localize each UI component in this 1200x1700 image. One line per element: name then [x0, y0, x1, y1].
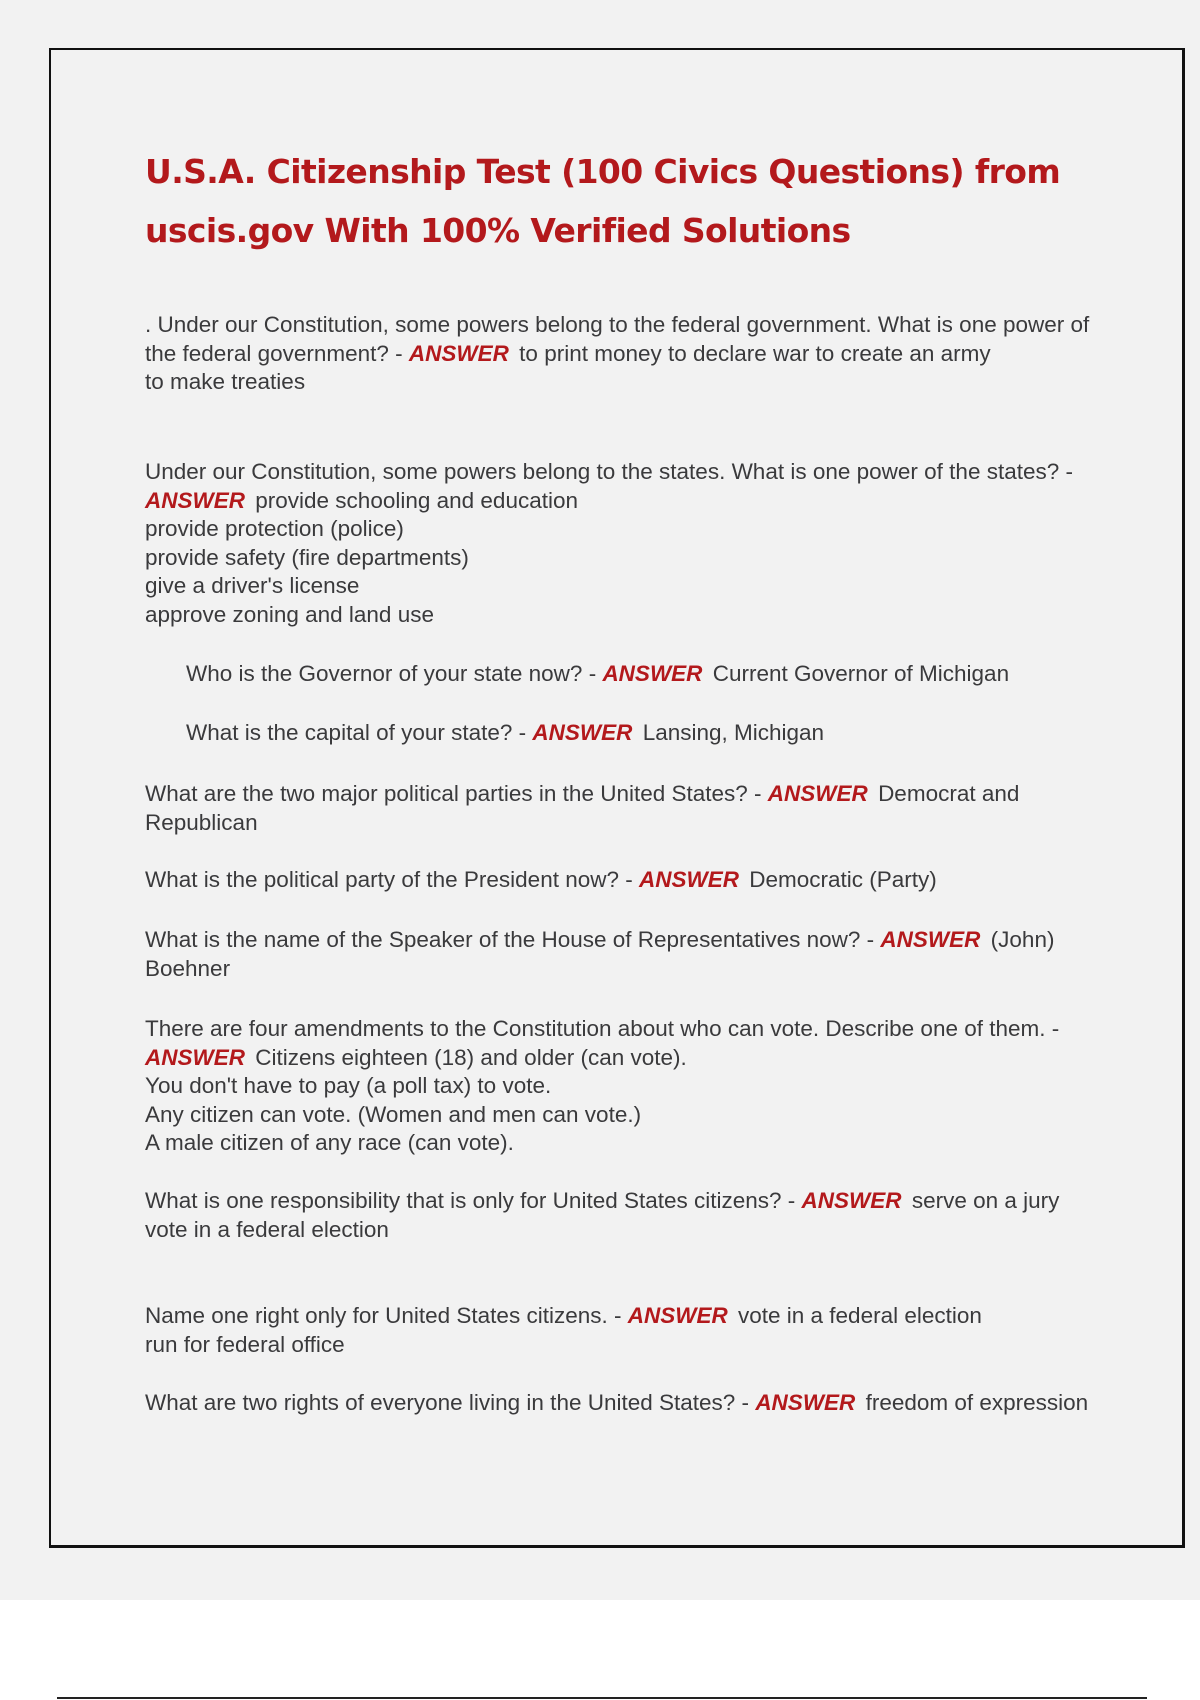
qa-item-8 [145, 1015, 1090, 1158]
answer-line: You don't have to pay (a poll tax) to vote. [145, 1073, 552, 1098]
qa-item-6 [145, 866, 1090, 895]
answer-label: ANSWER [145, 1044, 245, 1070]
question-text: What are the two major political parties in the United States? - [145, 781, 768, 806]
answer-line: provide schooling and education [255, 487, 578, 513]
question-text: What is one responsibility that is only for United States citizens? - [145, 1188, 802, 1213]
qa-item-3 [186, 660, 1090, 689]
question-text: Who is the Governor of your state now? - [186, 661, 603, 686]
answer-line: vote in a federal election [145, 1216, 389, 1242]
question-text: Name one right only for United States citizens. - [145, 1303, 628, 1328]
qa-item-11 [145, 1389, 1090, 1418]
question-text: What is the name of the Speaker of the House of Representatives now? - [145, 927, 881, 952]
answer-label: ANSWER [767, 781, 868, 806]
answer-line: A male citizen of any race (can vote). [145, 1130, 514, 1155]
answer-line: to make treaties [145, 369, 306, 394]
answer-line: (John) Boehner [145, 927, 1055, 981]
answer-line: give a driver's license [145, 573, 360, 598]
answer-label: ANSWER [880, 927, 981, 952]
question-text: What are two rights of everyone living in the United States? - [145, 1390, 756, 1415]
answer-line: Democrat and Republican [145, 781, 1020, 835]
question-text: Under our Constitution, some powers belong to the states. What is one power of the states? - [145, 459, 1073, 484]
answer-line: Democratic (Party) [749, 867, 937, 892]
answer-line: provide safety (fire departments) [145, 544, 469, 570]
answer-label: ANSWER [627, 1303, 728, 1328]
qa-item-9 [145, 1187, 1090, 1244]
answer-label: ANSWER [145, 487, 245, 513]
answer-line: serve on a jury [911, 1188, 1060, 1213]
footer-divider [57, 1697, 1147, 1699]
answer-line: Any citizen can vote. (Women and men can vote.) [145, 1101, 642, 1127]
qa-item-5 [145, 780, 1090, 837]
question-text: What is the political party of the President now? - [145, 867, 639, 892]
qa-item-4 [186, 719, 1090, 748]
answer-line: Current Governor of Michigan [712, 661, 1010, 686]
question-text: . Under our Constitution, some powers belong to the federal government. What is one power of the federal government? - [145, 312, 1090, 366]
answer-label: ANSWER [755, 1390, 856, 1415]
answer-label: ANSWER [639, 867, 739, 892]
qa-item-7 [145, 926, 1090, 983]
answer-label: ANSWER [602, 661, 703, 686]
answer-line: Citizens eighteen (18) and older (can vote). [255, 1044, 687, 1070]
answer-label: ANSWER [801, 1188, 902, 1213]
answer-label: ANSWER [532, 720, 633, 745]
qa-item-2 [145, 458, 1090, 629]
question-text: There are four amendments to the Constitution about who can vote. Describe one of them. - [145, 1016, 1060, 1041]
answer-line: to print money to declare war to create an army [519, 340, 991, 366]
answer-line: run for federal office [145, 1331, 345, 1357]
question-text: What is the capital of your state? - [186, 720, 533, 745]
qa-item-10 [145, 1302, 1090, 1359]
answer-line: Lansing, Michigan [642, 720, 825, 745]
answer-label: ANSWER [408, 340, 509, 366]
document-title: U.S.A. Citizenship Test (100 Civics Questions) from uscis.gov With 100% Verified Solutions [145, 152, 1061, 250]
answer-line: approve zoning and land use [145, 601, 434, 627]
qa-item-1 [145, 311, 1090, 397]
answer-line: provide protection (police) [145, 516, 404, 541]
answer-line: vote in a federal election [737, 1303, 982, 1328]
answer-line: freedom of expression [865, 1390, 1089, 1415]
